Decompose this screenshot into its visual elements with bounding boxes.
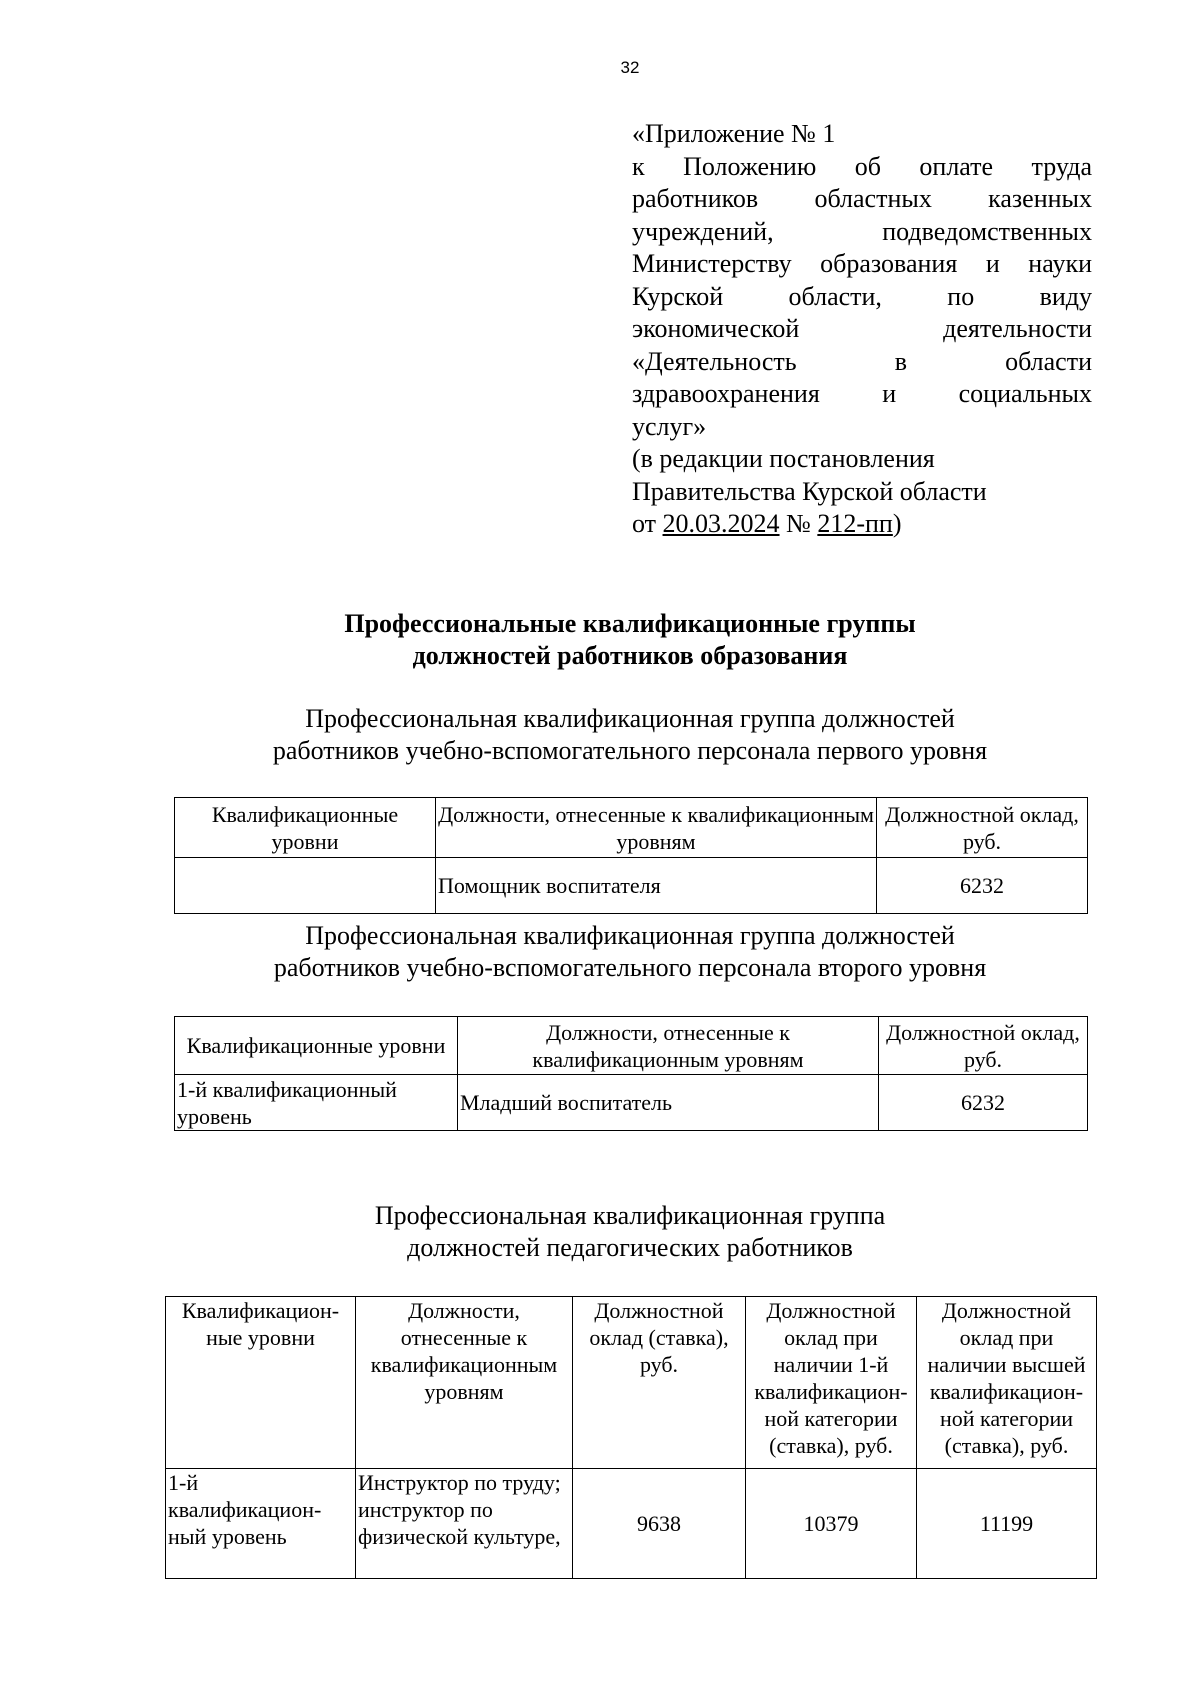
position-cell: Младший воспитатель: [458, 1075, 879, 1131]
page-number: 32: [620, 58, 640, 77]
edition-line: (в редакции постановления: [632, 444, 935, 473]
appendix-line: работников областных казенных: [632, 184, 1092, 213]
title-line-1: Профессиональные квалификационные группы: [344, 609, 916, 638]
group2-title-line-1: Профессиональная квалификационная группа должностей: [305, 921, 955, 950]
appendix-block: [632, 118, 1092, 541]
header-cell: Должностной оклад, руб.: [879, 1017, 1088, 1075]
header-cell: Должности, отнесенные к квалификационным уровням: [356, 1297, 573, 1469]
edition-date-line: [632, 508, 1092, 541]
appendix-line: экономической деятельности: [632, 314, 1092, 343]
resolution-number: 212-пп: [817, 509, 893, 538]
appendix-line: здравоохранения и социальных: [632, 379, 1092, 408]
header-cell: Должностной оклад при наличии 1-й квалификацион-ной категории (ставка), руб.: [746, 1297, 917, 1469]
group3-title-line-1: Профессиональная квалификационная группа: [374, 1201, 886, 1230]
salary-cell: 6232: [877, 858, 1088, 914]
position-cell: Инструктор по труду; инструктор по физической культуре,: [356, 1469, 573, 1579]
header-cell: Должностной оклад (ставка), руб.: [573, 1297, 746, 1469]
group2-table: [174, 1016, 1088, 1131]
header-cell: Должностной оклад, руб.: [877, 798, 1088, 858]
group3-title-line-2: должностей педагогических работников: [407, 1233, 853, 1262]
closing-paren: ): [892, 509, 902, 538]
appendix-heading: «Приложение № 1: [632, 119, 836, 148]
group1-title-line-1: Профессиональная квалификационная группа должностей: [305, 704, 955, 733]
header-cell: Квалификацион-ные уровни: [166, 1297, 356, 1469]
table-header-row: [175, 798, 1088, 858]
group1-title-line-2: работников учебно-вспомогательного персонала первого уровня: [272, 736, 988, 765]
level-cell: 1-й квалификационный уровень: [175, 1075, 458, 1131]
salary-cell: 6232: [879, 1075, 1088, 1131]
table-row: [175, 1075, 1088, 1131]
group2-title-line-2: работников учебно-вспомогательного персонала второго уровня: [273, 953, 987, 982]
resolution-date: 20.03.2024: [662, 509, 780, 538]
group1-title: [0, 703, 1200, 767]
appendix-line: Министерству образования и науки: [632, 249, 1092, 278]
salary-cell: 9638: [573, 1469, 746, 1579]
group1-table: [174, 797, 1088, 914]
salary-first-category-cell: 10379: [746, 1469, 917, 1579]
appendix-line: к Положению об оплате труда: [632, 151, 1092, 181]
header-cell: Должности, отнесенные к квалификационным уровням: [458, 1017, 879, 1075]
salary-highest-category-cell: 11199: [917, 1469, 1097, 1579]
level-cell: 1-й квалификацион-ный уровень: [166, 1469, 356, 1579]
date-prefix: от: [632, 509, 663, 538]
edition-line: Правительства Курской области: [632, 476, 987, 506]
appendix-line: учреждений, подведомственных: [632, 216, 1092, 246]
table-row: [166, 1469, 1097, 1579]
group3-table: [165, 1296, 1097, 1579]
group3-title: [0, 1200, 1200, 1264]
document-title: [0, 608, 1200, 672]
header-cell: Квалификационные уровни: [175, 1017, 458, 1075]
header-cell: Должностной оклад при наличии высшей квалификацион-ной категории (ставка), руб.: [917, 1297, 1097, 1469]
position-cell: Помощник воспитателя: [436, 858, 877, 914]
appendix-line: услуг»: [632, 411, 707, 441]
table-header-row: [166, 1297, 1097, 1469]
appendix-line: Курской области, по виду: [632, 281, 1092, 311]
table-header-row: [175, 1017, 1088, 1075]
table-row: [175, 858, 1088, 914]
appendix-line: «Деятельность в области: [632, 346, 1092, 376]
title-line-2: должностей работников образования: [412, 641, 848, 670]
header-cell: Должности, отнесенные к квалификационным уровням: [436, 798, 877, 858]
level-cell: [175, 858, 436, 914]
number-prefix: №: [779, 509, 818, 538]
group2-title: [0, 920, 1200, 984]
header-cell: Квалификационные уровни: [175, 798, 436, 858]
